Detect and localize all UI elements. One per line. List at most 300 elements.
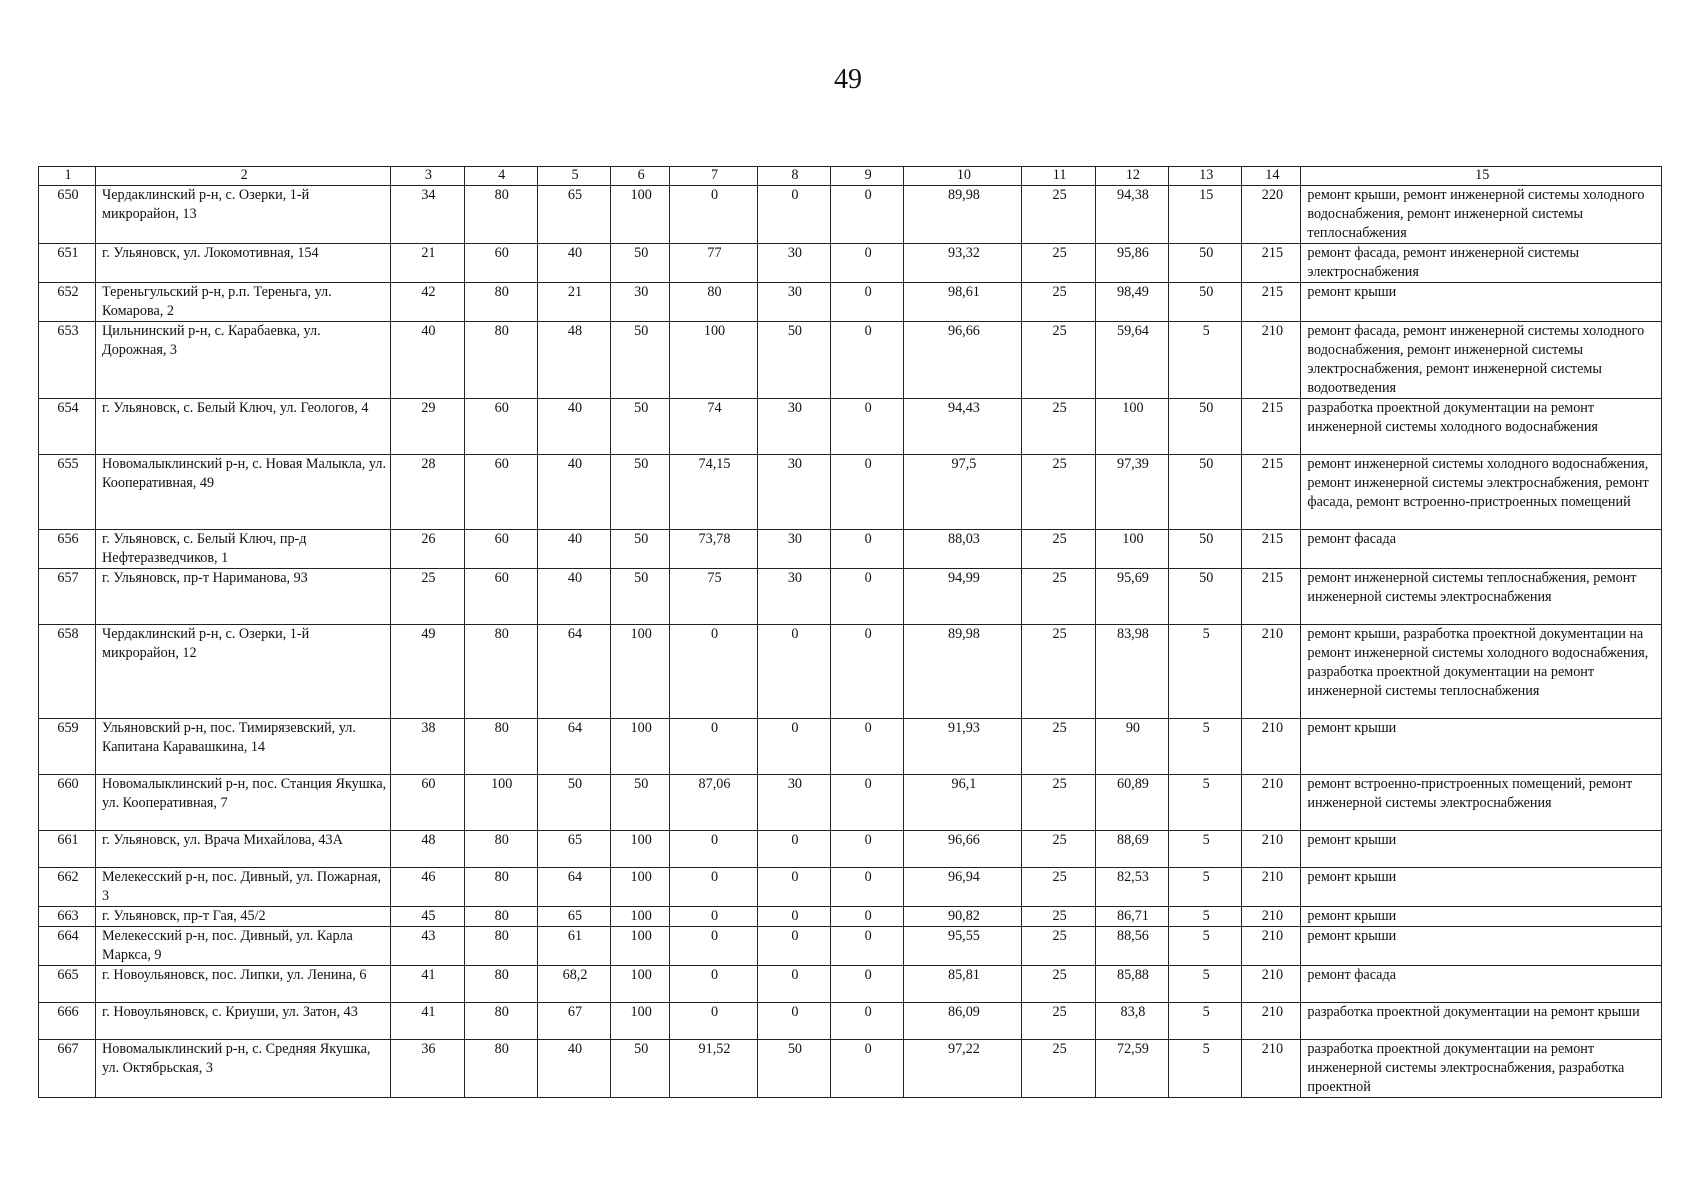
value-cell: 0: [757, 625, 830, 719]
value-cell: 90,82: [904, 907, 1022, 927]
row-number-cell: 667: [39, 1040, 96, 1098]
table-row: [39, 186, 1662, 244]
value-cell: 210: [1242, 1040, 1301, 1098]
value-cell: 100: [611, 927, 670, 966]
value-cell: 0: [831, 625, 904, 719]
address-cell: г. Ульяновск, пр-т Гая, 45/2: [96, 907, 391, 927]
value-cell: 80: [464, 831, 537, 868]
value-cell: 100: [611, 966, 670, 1003]
value-cell: 0: [670, 927, 758, 966]
value-cell: 88,56: [1095, 927, 1168, 966]
value-cell: 25: [1022, 1003, 1095, 1040]
value-cell: 0: [670, 907, 758, 927]
value-cell: 73,78: [670, 530, 758, 569]
address-cell: г. Новоульяновск, пос. Липки, ул. Ленина, 6: [96, 966, 391, 1003]
value-cell: 220: [1242, 186, 1301, 244]
value-cell: 80: [464, 625, 537, 719]
value-cell: 50: [1169, 399, 1242, 455]
value-cell: 210: [1242, 966, 1301, 1003]
value-cell: 80: [670, 283, 758, 322]
value-cell: 43: [391, 927, 464, 966]
value-cell: 80: [464, 868, 537, 907]
value-cell: 97,22: [904, 1040, 1022, 1098]
value-cell: 59,64: [1095, 322, 1168, 399]
value-cell: 85,81: [904, 966, 1022, 1003]
value-cell: 28: [391, 455, 464, 530]
value-cell: 0: [757, 719, 830, 775]
value-cell: 50: [611, 775, 670, 831]
row-number-cell: 666: [39, 1003, 96, 1040]
works-cell: ремонт фасада, ремонт инженерной системы электроснабжения: [1301, 244, 1662, 283]
works-cell: ремонт крыши, разработка проектной документации на ремонт инженерной системы холодного водоснабжения, разработка проектной документации на ремонт инженерной системы теплоснабжения: [1301, 625, 1662, 719]
column-header: 12: [1095, 167, 1168, 186]
works-cell: ремонт встроенно-пристроенных помещений, ремонт инженерной системы электроснабжения: [1301, 775, 1662, 831]
value-cell: 64: [537, 868, 610, 907]
value-cell: 96,66: [904, 831, 1022, 868]
value-cell: 34: [391, 186, 464, 244]
value-cell: 0: [831, 868, 904, 907]
value-cell: 80: [464, 1003, 537, 1040]
value-cell: 30: [757, 399, 830, 455]
value-cell: 60: [464, 455, 537, 530]
address-cell: г. Ульяновск, ул. Врача Михайлова, 43А: [96, 831, 391, 868]
table-row: [39, 927, 1662, 966]
works-cell: ремонт инженерной системы холодного водоснабжения, ремонт инженерной системы электроснабжения, ремонт фасада, ремонт встроенно-пристроенных помещений: [1301, 455, 1662, 530]
column-header: 6: [611, 167, 670, 186]
row-number-cell: 661: [39, 831, 96, 868]
value-cell: 74,15: [670, 455, 758, 530]
value-cell: 0: [670, 625, 758, 719]
works-cell: ремонт крыши: [1301, 868, 1662, 907]
value-cell: 85,88: [1095, 966, 1168, 1003]
value-cell: 94,38: [1095, 186, 1168, 244]
value-cell: 50: [611, 399, 670, 455]
table-row: [39, 530, 1662, 569]
value-cell: 50: [1169, 569, 1242, 625]
row-number-cell: 656: [39, 530, 96, 569]
table-row: [39, 455, 1662, 530]
value-cell: 48: [537, 322, 610, 399]
value-cell: 25: [1022, 831, 1095, 868]
value-cell: 30: [757, 283, 830, 322]
value-cell: 91,93: [904, 719, 1022, 775]
table-row: [39, 1003, 1662, 1040]
value-cell: 0: [831, 775, 904, 831]
value-cell: 0: [831, 569, 904, 625]
row-number-cell: 664: [39, 927, 96, 966]
value-cell: 36: [391, 1040, 464, 1098]
value-cell: 74: [670, 399, 758, 455]
address-cell: г. Ульяновск, с. Белый Ключ, пр-д Нефтеразведчиков, 1: [96, 530, 391, 569]
table-row: [39, 868, 1662, 907]
repair-registry-table: [38, 166, 1662, 1098]
value-cell: 0: [670, 966, 758, 1003]
value-cell: 68,2: [537, 966, 610, 1003]
row-number-cell: 655: [39, 455, 96, 530]
value-cell: 0: [831, 322, 904, 399]
value-cell: 45: [391, 907, 464, 927]
row-number-cell: 650: [39, 186, 96, 244]
value-cell: 0: [670, 868, 758, 907]
value-cell: 89,98: [904, 625, 1022, 719]
value-cell: 100: [464, 775, 537, 831]
table-row: [39, 907, 1662, 927]
row-number-cell: 662: [39, 868, 96, 907]
value-cell: 50: [611, 530, 670, 569]
column-header: 2: [96, 167, 391, 186]
value-cell: 30: [757, 530, 830, 569]
address-cell: г. Ульяновск, с. Белый Ключ, ул. Геологов, 4: [96, 399, 391, 455]
value-cell: 40: [537, 244, 610, 283]
value-cell: 215: [1242, 530, 1301, 569]
value-cell: 50: [611, 322, 670, 399]
value-cell: 25: [1022, 455, 1095, 530]
table-row: [39, 831, 1662, 868]
value-cell: 88,69: [1095, 831, 1168, 868]
value-cell: 5: [1169, 322, 1242, 399]
value-cell: 25: [1022, 322, 1095, 399]
value-cell: 210: [1242, 1003, 1301, 1040]
value-cell: 25: [391, 569, 464, 625]
value-cell: 30: [757, 244, 830, 283]
address-cell: г. Ульяновск, пр-т Нариманова, 93: [96, 569, 391, 625]
column-header: 4: [464, 167, 537, 186]
value-cell: 25: [1022, 283, 1095, 322]
table-body: [39, 186, 1662, 1098]
table-row: [39, 775, 1662, 831]
row-number-cell: 654: [39, 399, 96, 455]
value-cell: 5: [1169, 868, 1242, 907]
page-number: 49: [834, 64, 862, 95]
value-cell: 0: [757, 186, 830, 244]
value-cell: 215: [1242, 283, 1301, 322]
value-cell: 0: [831, 455, 904, 530]
value-cell: 5: [1169, 719, 1242, 775]
works-cell: ремонт крыши: [1301, 907, 1662, 927]
table-row: [39, 244, 1662, 283]
row-number-cell: 665: [39, 966, 96, 1003]
row-number-cell: 653: [39, 322, 96, 399]
value-cell: 5: [1169, 966, 1242, 1003]
value-cell: 25: [1022, 966, 1095, 1003]
works-cell: разработка проектной документации на ремонт крыши: [1301, 1003, 1662, 1040]
value-cell: 0: [831, 927, 904, 966]
value-cell: 215: [1242, 399, 1301, 455]
value-cell: 215: [1242, 244, 1301, 283]
value-cell: 210: [1242, 625, 1301, 719]
value-cell: 65: [537, 186, 610, 244]
value-cell: 97,39: [1095, 455, 1168, 530]
works-cell: ремонт инженерной системы теплоснабжения, ремонт инженерной системы электроснабжения: [1301, 569, 1662, 625]
table-row: [39, 719, 1662, 775]
value-cell: 0: [831, 244, 904, 283]
column-header: 3: [391, 167, 464, 186]
value-cell: 210: [1242, 719, 1301, 775]
value-cell: 5: [1169, 831, 1242, 868]
value-cell: 60: [464, 569, 537, 625]
value-cell: 95,55: [904, 927, 1022, 966]
value-cell: 0: [670, 186, 758, 244]
value-cell: 100: [1095, 530, 1168, 569]
value-cell: 96,94: [904, 868, 1022, 907]
value-cell: 210: [1242, 831, 1301, 868]
value-cell: 0: [757, 868, 830, 907]
value-cell: 89,98: [904, 186, 1022, 244]
value-cell: 65: [537, 831, 610, 868]
value-cell: 50: [1169, 283, 1242, 322]
row-number-cell: 660: [39, 775, 96, 831]
address-cell: Ульяновский р-н, пос. Тимирязевский, ул. Капитана Каравашкина, 14: [96, 719, 391, 775]
value-cell: 0: [757, 831, 830, 868]
value-cell: 77: [670, 244, 758, 283]
works-cell: разработка проектной документации на ремонт инженерной системы электроснабжения, разработка проектной: [1301, 1040, 1662, 1098]
value-cell: 5: [1169, 1003, 1242, 1040]
table-row: [39, 283, 1662, 322]
value-cell: 67: [537, 1003, 610, 1040]
value-cell: 50: [611, 244, 670, 283]
value-cell: 80: [464, 1040, 537, 1098]
value-cell: 0: [831, 399, 904, 455]
address-cell: Новомалыклинский р-н, пос. Станция Якушка, ул. Кооперативная, 7: [96, 775, 391, 831]
value-cell: 210: [1242, 907, 1301, 927]
value-cell: 100: [611, 831, 670, 868]
value-cell: 21: [537, 283, 610, 322]
value-cell: 100: [611, 186, 670, 244]
value-cell: 50: [1169, 455, 1242, 530]
value-cell: 83,8: [1095, 1003, 1168, 1040]
value-cell: 25: [1022, 927, 1095, 966]
column-header: 14: [1242, 167, 1301, 186]
value-cell: 40: [537, 455, 610, 530]
value-cell: 40: [537, 1040, 610, 1098]
value-cell: 64: [537, 719, 610, 775]
value-cell: 0: [831, 1003, 904, 1040]
value-cell: 0: [831, 719, 904, 775]
row-number-cell: 657: [39, 569, 96, 625]
value-cell: 25: [1022, 244, 1095, 283]
value-cell: 0: [757, 907, 830, 927]
address-cell: Чердаклинский р-н, с. Озерки, 1-й микрорайон, 12: [96, 625, 391, 719]
table-row: [39, 322, 1662, 399]
value-cell: 40: [537, 569, 610, 625]
works-cell: ремонт фасада: [1301, 530, 1662, 569]
value-cell: 64: [537, 625, 610, 719]
value-cell: 60: [464, 399, 537, 455]
value-cell: 50: [1169, 530, 1242, 569]
value-cell: 210: [1242, 927, 1301, 966]
value-cell: 96,1: [904, 775, 1022, 831]
column-header: 13: [1169, 167, 1242, 186]
value-cell: 5: [1169, 1040, 1242, 1098]
works-cell: ремонт фасада, ремонт инженерной системы холодного водоснабжения, ремонт инженерной системы электроснабжения, ремонт инженерной системы водоотведения: [1301, 322, 1662, 399]
table-row: [39, 625, 1662, 719]
value-cell: 25: [1022, 399, 1095, 455]
column-header: 15: [1301, 167, 1662, 186]
value-cell: 215: [1242, 455, 1301, 530]
value-cell: 40: [537, 530, 610, 569]
value-cell: 26: [391, 530, 464, 569]
value-cell: 21: [391, 244, 464, 283]
value-cell: 215: [1242, 569, 1301, 625]
works-cell: ремонт фасада: [1301, 966, 1662, 1003]
address-cell: Цильнинский р-н, с. Карабаевка, ул. Дорожная, 3: [96, 322, 391, 399]
value-cell: 100: [670, 322, 758, 399]
value-cell: 5: [1169, 775, 1242, 831]
value-cell: 96,66: [904, 322, 1022, 399]
value-cell: 82,53: [1095, 868, 1168, 907]
value-cell: 0: [831, 907, 904, 927]
value-cell: 0: [831, 186, 904, 244]
address-cell: Новомалыклинский р-н, с. Новая Малыкла, ул. Кооперативная, 49: [96, 455, 391, 530]
header-row: [39, 167, 1662, 186]
value-cell: 80: [464, 927, 537, 966]
value-cell: 0: [831, 831, 904, 868]
value-cell: 42: [391, 283, 464, 322]
column-header: 5: [537, 167, 610, 186]
table-row: [39, 399, 1662, 455]
value-cell: 60: [391, 775, 464, 831]
column-header: 7: [670, 167, 758, 186]
value-cell: 80: [464, 322, 537, 399]
table-row: [39, 1040, 1662, 1098]
column-header: 9: [831, 167, 904, 186]
value-cell: 0: [757, 927, 830, 966]
value-cell: 93,32: [904, 244, 1022, 283]
value-cell: 46: [391, 868, 464, 907]
value-cell: 100: [611, 907, 670, 927]
value-cell: 50: [757, 1040, 830, 1098]
value-cell: 100: [611, 1003, 670, 1040]
value-cell: 41: [391, 1003, 464, 1040]
value-cell: 30: [611, 283, 670, 322]
value-cell: 75: [670, 569, 758, 625]
column-header: 11: [1022, 167, 1095, 186]
value-cell: 25: [1022, 1040, 1095, 1098]
works-cell: ремонт крыши, ремонт инженерной системы холодного водоснабжения, ремонт инженерной системы теплоснабжения: [1301, 186, 1662, 244]
value-cell: 87,06: [670, 775, 758, 831]
value-cell: 100: [611, 625, 670, 719]
value-cell: 88,03: [904, 530, 1022, 569]
row-number-cell: 659: [39, 719, 96, 775]
value-cell: 30: [757, 455, 830, 530]
value-cell: 65: [537, 907, 610, 927]
value-cell: 50: [611, 1040, 670, 1098]
value-cell: 15: [1169, 186, 1242, 244]
value-cell: 61: [537, 927, 610, 966]
value-cell: 40: [391, 322, 464, 399]
value-cell: 95,86: [1095, 244, 1168, 283]
value-cell: 94,99: [904, 569, 1022, 625]
value-cell: 210: [1242, 775, 1301, 831]
value-cell: 98,61: [904, 283, 1022, 322]
address-cell: Новомалыклинский р-н, с. Средняя Якушка, ул. Октябрьская, 3: [96, 1040, 391, 1098]
column-header: 10: [904, 167, 1022, 186]
works-cell: разработка проектной документации на ремонт инженерной системы холодного водоснабжения: [1301, 399, 1662, 455]
works-cell: ремонт крыши: [1301, 927, 1662, 966]
value-cell: 50: [611, 455, 670, 530]
value-cell: 0: [670, 1003, 758, 1040]
value-cell: 60: [464, 530, 537, 569]
value-cell: 94,43: [904, 399, 1022, 455]
value-cell: 48: [391, 831, 464, 868]
value-cell: 60: [464, 244, 537, 283]
value-cell: 0: [831, 1040, 904, 1098]
value-cell: 80: [464, 907, 537, 927]
value-cell: 25: [1022, 907, 1095, 927]
value-cell: 50: [1169, 244, 1242, 283]
value-cell: 5: [1169, 625, 1242, 719]
table-row: [39, 569, 1662, 625]
value-cell: 86,71: [1095, 907, 1168, 927]
value-cell: 49: [391, 625, 464, 719]
value-cell: 50: [611, 569, 670, 625]
value-cell: 25: [1022, 186, 1095, 244]
works-cell: ремонт крыши: [1301, 283, 1662, 322]
value-cell: 95,69: [1095, 569, 1168, 625]
value-cell: 5: [1169, 927, 1242, 966]
value-cell: 30: [757, 775, 830, 831]
value-cell: 80: [464, 966, 537, 1003]
value-cell: 91,52: [670, 1040, 758, 1098]
value-cell: 86,09: [904, 1003, 1022, 1040]
address-cell: г. Новоульяновск, с. Криуши, ул. Затон, 43: [96, 1003, 391, 1040]
value-cell: 100: [611, 719, 670, 775]
value-cell: 50: [537, 775, 610, 831]
value-cell: 72,59: [1095, 1040, 1168, 1098]
works-cell: ремонт крыши: [1301, 831, 1662, 868]
address-cell: Мелекесский р-н, пос. Дивный, ул. Карла Маркса, 9: [96, 927, 391, 966]
value-cell: 29: [391, 399, 464, 455]
value-cell: 60,89: [1095, 775, 1168, 831]
value-cell: 100: [1095, 399, 1168, 455]
address-cell: Тереньгульский р-н, р.п. Тереньга, ул. Комарова, 2: [96, 283, 391, 322]
value-cell: 50: [757, 322, 830, 399]
value-cell: 25: [1022, 775, 1095, 831]
value-cell: 25: [1022, 719, 1095, 775]
value-cell: 100: [611, 868, 670, 907]
value-cell: 0: [670, 719, 758, 775]
row-number-cell: 652: [39, 283, 96, 322]
value-cell: 83,98: [1095, 625, 1168, 719]
table-row: [39, 966, 1662, 1003]
value-cell: 40: [537, 399, 610, 455]
row-number-cell: 651: [39, 244, 96, 283]
row-number-cell: 658: [39, 625, 96, 719]
column-header: 8: [757, 167, 830, 186]
value-cell: 25: [1022, 569, 1095, 625]
address-cell: г. Ульяновск, ул. Локомотивная, 154: [96, 244, 391, 283]
value-cell: 90: [1095, 719, 1168, 775]
value-cell: 0: [831, 283, 904, 322]
value-cell: 0: [831, 966, 904, 1003]
value-cell: 0: [831, 530, 904, 569]
address-cell: Чердаклинский р-н, с. Озерки, 1-й микрорайон, 13: [96, 186, 391, 244]
value-cell: 25: [1022, 530, 1095, 569]
value-cell: 210: [1242, 322, 1301, 399]
address-cell: Мелекесский р-н, пос. Дивный, ул. Пожарная, 3: [96, 868, 391, 907]
value-cell: 80: [464, 283, 537, 322]
value-cell: 38: [391, 719, 464, 775]
column-header: 1: [39, 167, 96, 186]
value-cell: 80: [464, 719, 537, 775]
value-cell: 98,49: [1095, 283, 1168, 322]
value-cell: 30: [757, 569, 830, 625]
value-cell: 97,5: [904, 455, 1022, 530]
value-cell: 41: [391, 966, 464, 1003]
value-cell: 5: [1169, 907, 1242, 927]
value-cell: 0: [757, 1003, 830, 1040]
value-cell: 25: [1022, 625, 1095, 719]
